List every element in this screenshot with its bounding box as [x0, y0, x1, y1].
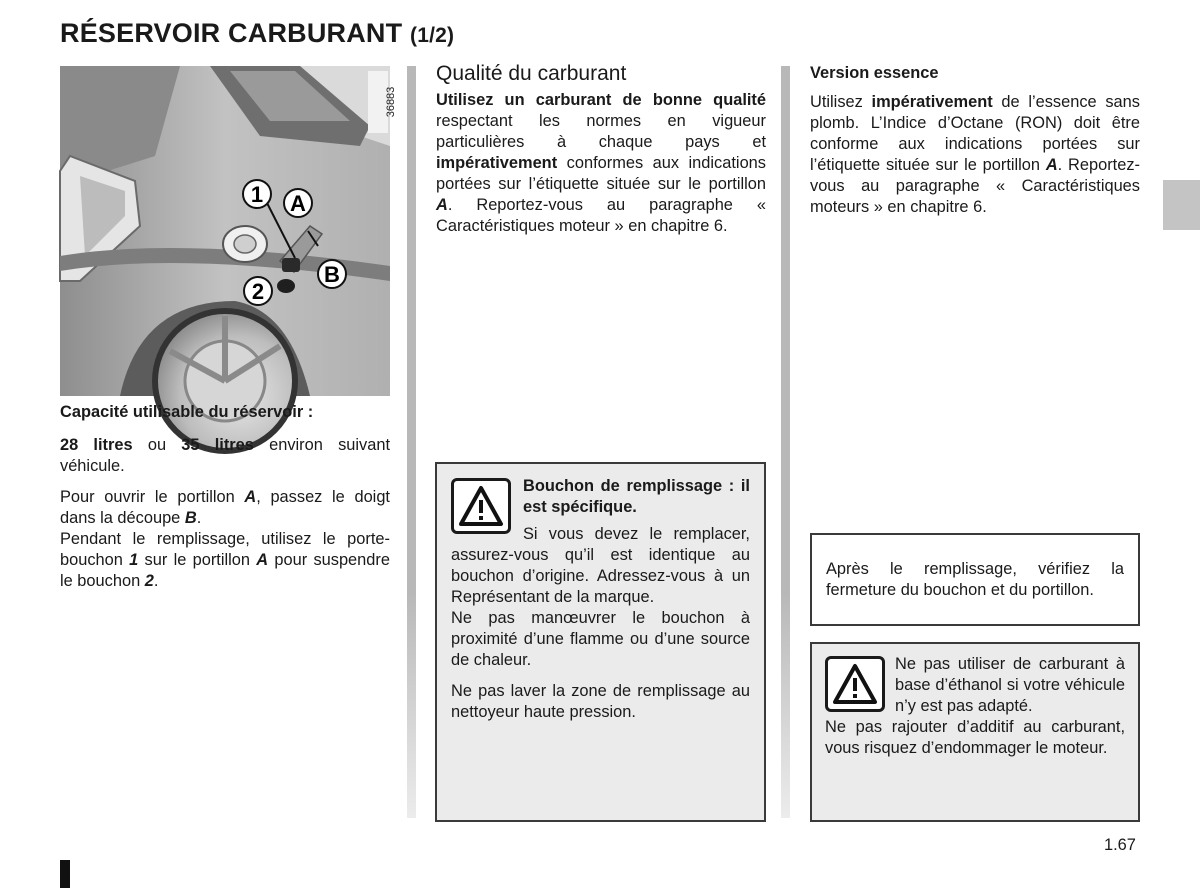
filler-cap-p2: Ne pas manœuvrer le bouchon à proximité d’une flamme ou d’une source de chaleur. [451, 609, 750, 669]
callout-2: 2 [251, 279, 265, 304]
warning-triangle-icon [825, 656, 885, 712]
ethanol-warning-box [810, 642, 1140, 822]
capacity-heading: Capacité utilisable du réservoir : [60, 403, 314, 421]
right-column [810, 60, 1140, 228]
fuel-quality-heading: Qualité du carburant [436, 62, 627, 85]
fill-ref-2: 2 [144, 572, 154, 590]
fuel-quality-text-2: conformes aux indications portées sur l’étiquette située sur le portillon [436, 154, 766, 193]
column-divider-right [781, 66, 790, 818]
capacity-value-2: 35 litres [181, 436, 254, 454]
open-text-1: Pour ouvrir le portillon [60, 488, 245, 506]
filler-cap-p1: Si vous devez le remplacer, assurez-vous qu’il est identique au bouchon d’origine. Adressez-vous à un Représentant de la marque. [451, 525, 750, 606]
page-title-main: RÉSERVOIR CARBURANT [60, 18, 403, 48]
fuel-quality-bold-2: impérativement [436, 154, 558, 172]
warning-triangle-icon [451, 478, 511, 534]
filler-cap-title: Bouchon de remplissage : il est spécifique. [523, 477, 750, 516]
figure-ref-code: 36883 [385, 86, 397, 118]
fill-ref-1: 1 [129, 551, 139, 569]
after-filling-text: Après le remplissage, vérifiez la fermeture du bouchon et du portillon. [826, 560, 1124, 599]
petrol-version-paragraph [810, 92, 1140, 218]
open-flap-paragraph [60, 487, 390, 529]
capacity-rest: environ suivant véhicule. [60, 436, 391, 475]
petrol-text-2: de l’essence sans plomb. L’Indice d’Octane (RON) doit être conforme aux indications portées sur l’étiquette située sur le portillon [810, 93, 1140, 174]
page-number: 1.67 [1104, 836, 1136, 854]
fill-text-2: sur le portillon [138, 551, 257, 569]
capacity-or: ou [132, 436, 182, 454]
fuel-quality-ref-A: A [436, 196, 448, 214]
fuel-quality-paragraph [436, 90, 766, 237]
middle-column [436, 60, 766, 247]
callout-B: B [324, 262, 340, 287]
fill-ref-A: A [256, 551, 269, 569]
open-text-3: . [196, 509, 202, 527]
capacity-paragraph [60, 435, 390, 477]
petrol-bold: impérativement [871, 93, 993, 111]
callout-1: 1 [250, 182, 264, 207]
ethanol-p1: Ne pas utiliser de carburant à base d’éthanol si votre véhicule n’y est pas adapté. [895, 655, 1125, 715]
page-corner-mark [60, 860, 70, 888]
page-title-suffix: (1/2) [410, 24, 455, 47]
open-ref-A: A [244, 488, 257, 506]
filler-cap-warning-box [435, 462, 766, 822]
left-column [60, 402, 390, 602]
fuel-quality-text-1: respectant les normes en vigueur particulières à chaque pays et [436, 112, 766, 151]
chapter-tab [1163, 180, 1200, 230]
filling-paragraph [60, 529, 390, 592]
open-ref-B: B [184, 509, 197, 527]
petrol-ref-A: A [1045, 156, 1058, 174]
fuel-quality-text-3: . Reportez-vous au paragraphe « Caractéristiques moteur » en chapitre 6. [436, 196, 766, 235]
callout-A: A [290, 191, 306, 216]
column-divider-left [407, 66, 416, 818]
open-text-2: , passez le doigt dans la découpe [60, 488, 390, 527]
after-filling-note-box [810, 533, 1140, 626]
ethanol-p2: Ne pas rajouter d’additif au carburant, vous risquez d’endommager le moteur. [825, 718, 1125, 757]
fuel-quality-bold-1: Utilisez un carburant de bonne qualité [436, 91, 766, 109]
capacity-value-1: 28 litres [60, 436, 133, 454]
filler-cap-p3: Ne pas laver la zone de remplissage au nettoyeur haute pression. [451, 682, 750, 721]
petrol-text-3: . Reportez-vous au paragraphe « Caractéristiques moteurs » en chapitre 6. [810, 156, 1140, 216]
petrol-text-1: Utilisez [810, 93, 872, 111]
fuel-flap-illustration [60, 66, 397, 396]
fill-text-4: . [153, 572, 159, 590]
page-title [60, 18, 454, 49]
fill-text-1: Pendant le remplissage, utilisez le porte-bouchon [60, 530, 390, 569]
fill-text-3: pour suspendre le bouchon [60, 551, 390, 590]
petrol-version-heading: Version essence [810, 64, 939, 82]
